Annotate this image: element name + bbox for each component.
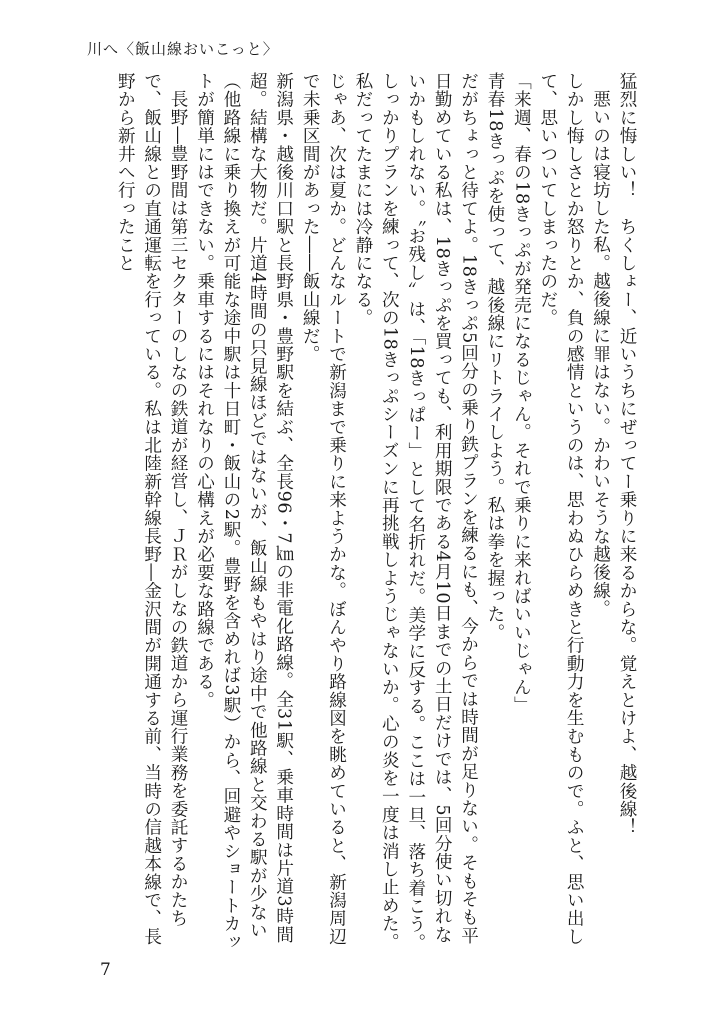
- paragraph: 猛烈に悔しい！ ちくしょー、近いうちにぜってー乗りに来るからな。覚えとけよ、越後線！: [617, 72, 637, 837]
- paragraph: 「来週、春の18きっぷが発売になるじゃん。それで乗りに来ればいいじゃん」: [511, 72, 532, 715]
- paragraph: しかし悔しさとか怒りとか、負の感情というのは、思わぬひらめきと行動力を生むもので。ふと、思い出して、思いついてしまったのだ。: [537, 72, 585, 946]
- paragraph: じゃあ、次は夏か。どんなルートで新潟まで乗りに来ようかな。ぼんやり路線図を眺めていると、新潟周辺で未乗区間があった――飯山線だ。: [300, 72, 347, 946]
- paragraph: 新潟県・越後川口駅と長野県・豊野駅を結ぶ、全長96・7㎞の非電化路線。全31駅、乗車時間は片道3時間超。結構な大物だ。片道4時間の只見線ほどではないが、飯山線もやはり途中で他路線と交わる駅が少ない（他路線に乗り換えが可能な途中駅は十日町・飯山の2駅。豊野を含めれば3駅）から、回避やショートカットが簡単にはできない。乗車するにはそれなりの心構えが必要な路線である。: [194, 72, 294, 951]
- paragraph: 悪いのは寝坊した私。越後線に罪はない。かわいそうな越後線。: [590, 89, 611, 618]
- paragraph: だがちょっと待てよ。18きっぷ5回分の乗り鉄プランを練るにも、今からでは時間が足りない。そもそも平日勤めている私は、18きっぷを買っても、利用期限である4月10日までの土日だけでは、5回分使い切れないかもしれない。〝お残し〟は、「18きっぱー」として名折れだ。美学に反する。ここは一旦、落ち着こう。しっかりプランを練って、次の18きっぷシーズンに再挑戦しようじゃないか。心の炎を一度は消し止めた。私だってたまには冷静になる。: [352, 72, 479, 952]
- running-head: 川へ〈飯山線おいこっと〉: [87, 40, 279, 58]
- paragraph: 青春18きっぷを使って、越後線にリトライしよう。私は拳を握った。: [484, 72, 505, 642]
- paragraph: 長野―豊野間は第三セクターのしなの鉄道が経営し、ＪＲがしなの鉄道から運行業務を委託するかたちで、飯山線との直通運転を行っている。私は北陸新幹線長野―金沢間が開通する前、当時の信越本線で、長野から新井へ行ったこと: [115, 72, 189, 946]
- body-text: [92, 72, 640, 952]
- page-number: 7: [100, 960, 111, 980]
